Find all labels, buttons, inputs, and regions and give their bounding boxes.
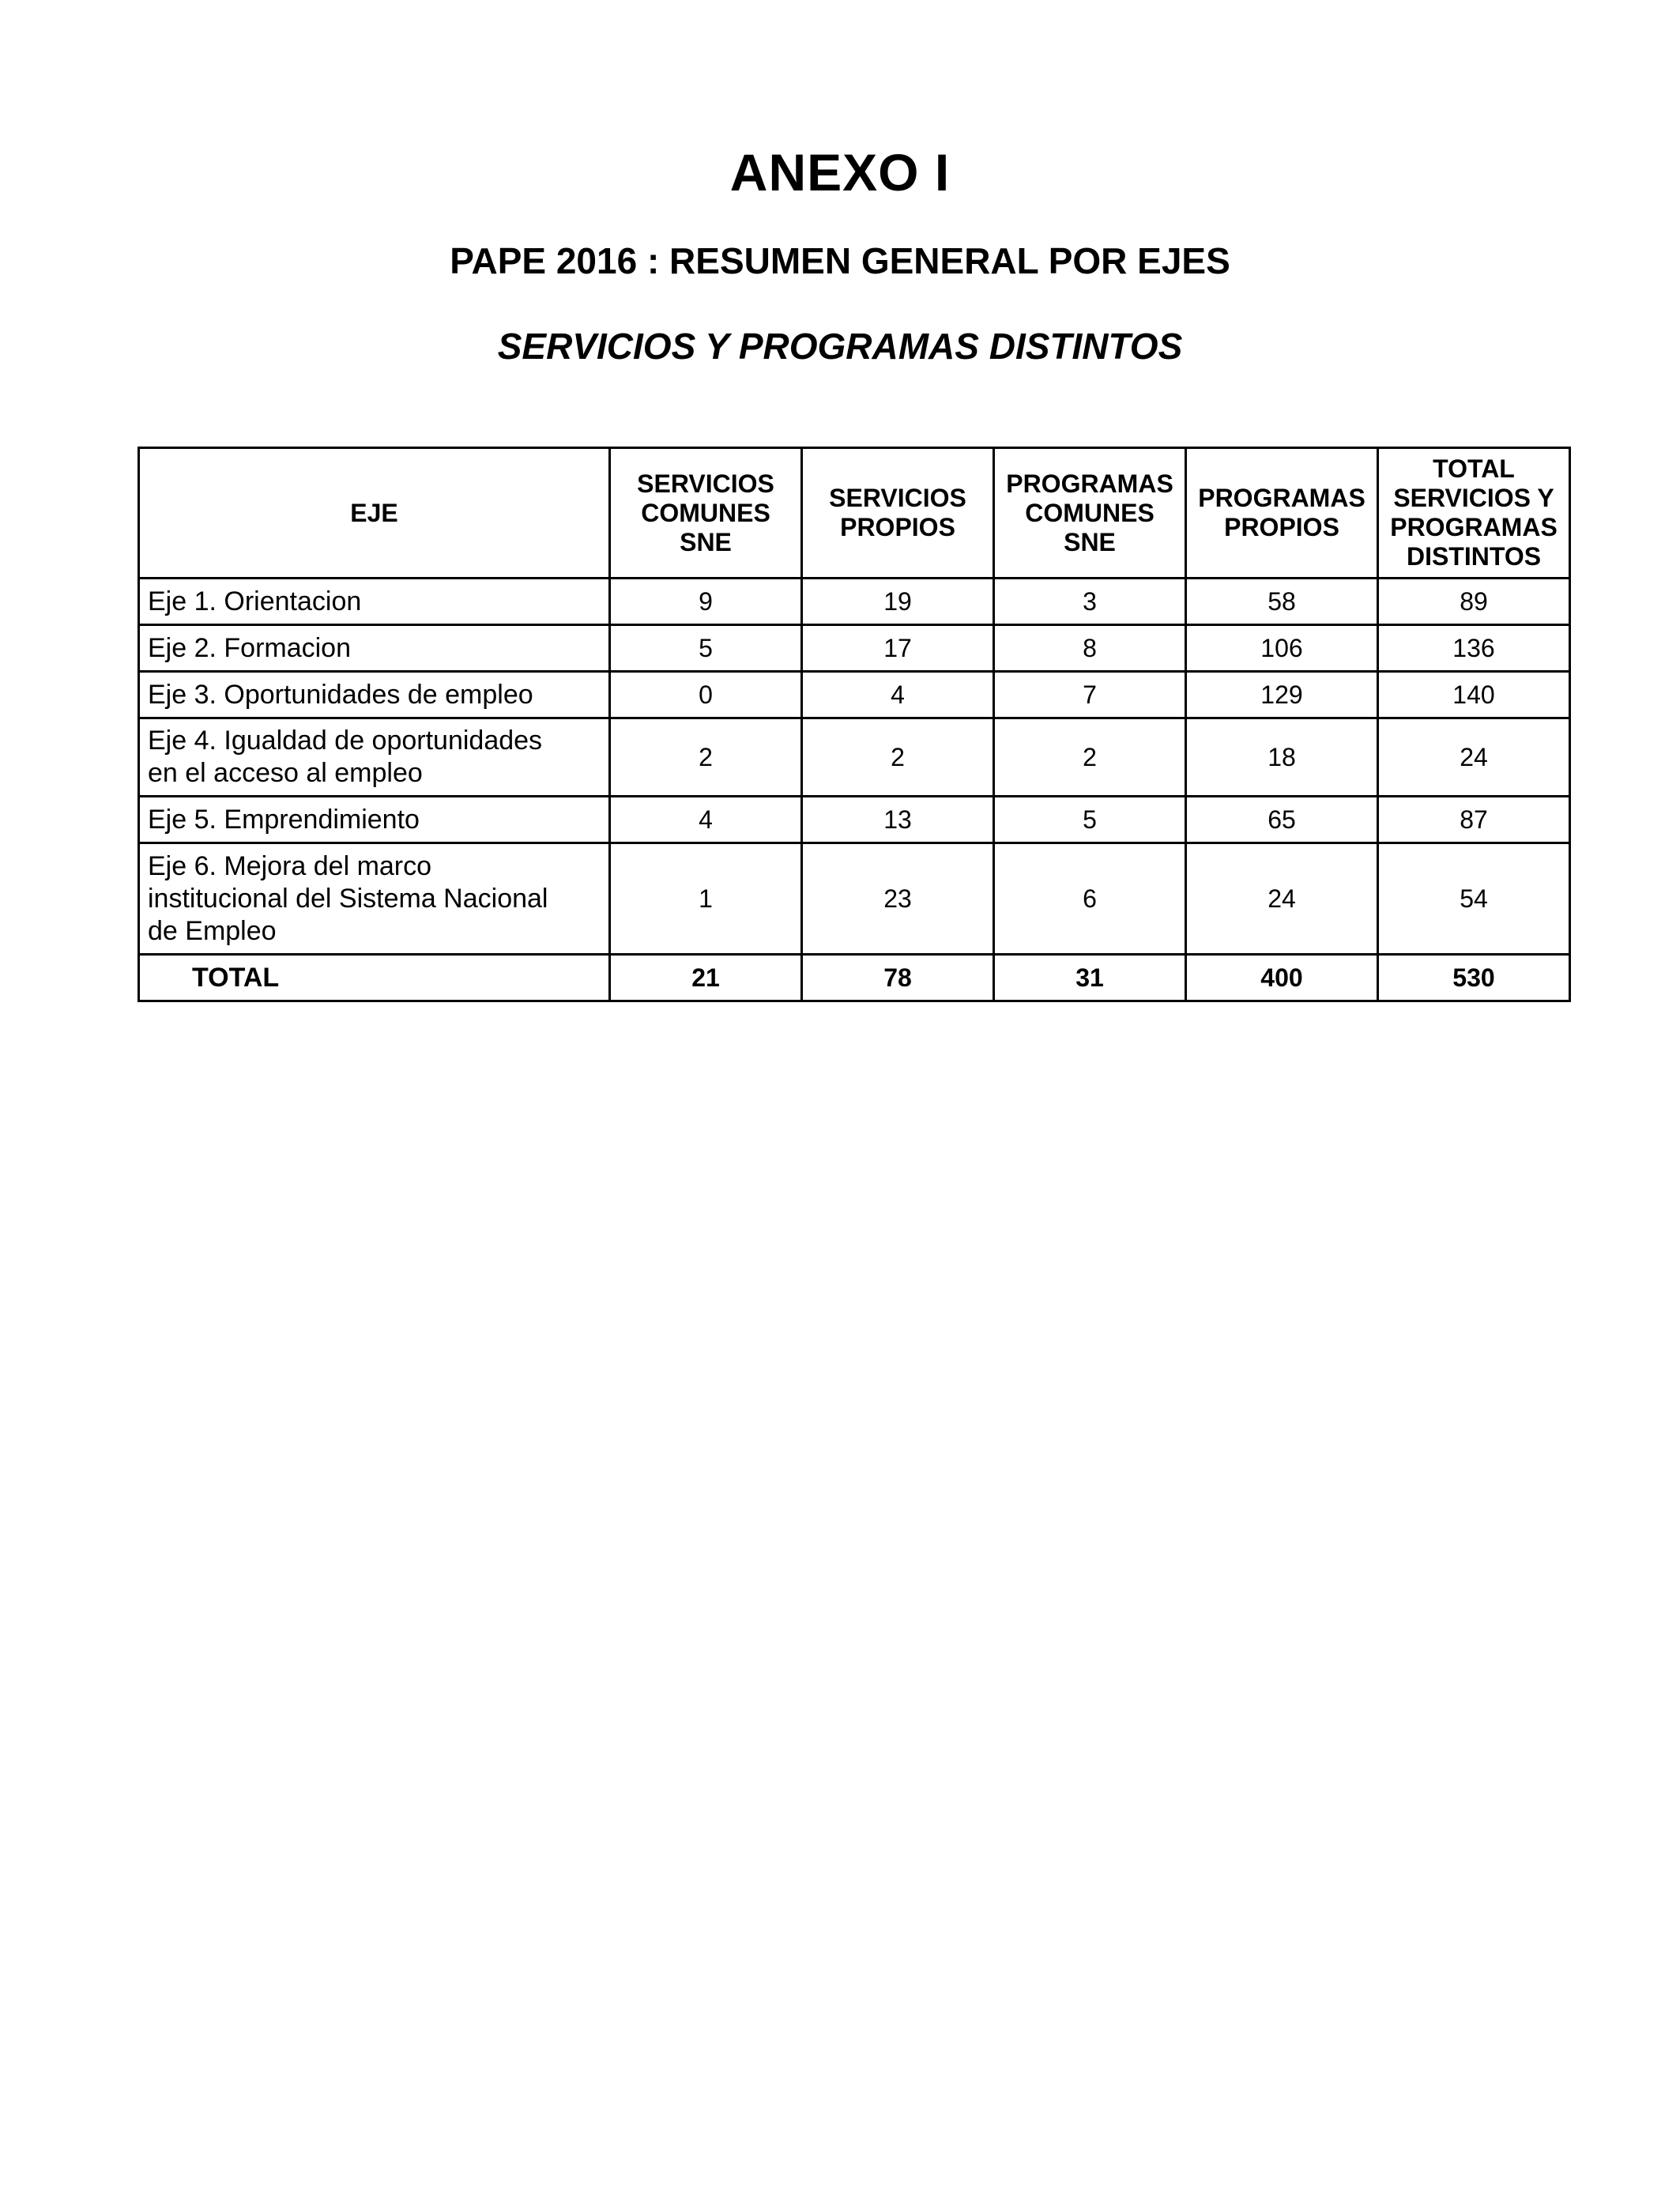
total-label: TOTAL: [139, 955, 610, 1001]
header-line: SNE: [680, 527, 732, 556]
row-label-line: de Empleo: [148, 915, 277, 946]
header-line: EJE: [350, 498, 398, 527]
header-line: SERVICIOS Y: [1393, 484, 1554, 512]
cell-servicios-comunes: 9: [610, 579, 802, 625]
cell-servicios-propios: 19: [802, 579, 994, 625]
summary-table: [137, 447, 1571, 1002]
row-label: [139, 579, 610, 625]
row-label-line: Eje 1. Orientacion: [148, 586, 362, 616]
header-line: PROPIOS: [840, 513, 955, 541]
cell-total: 24: [1378, 718, 1570, 797]
cell-programas-propios: 129: [1186, 672, 1378, 718]
row-label: [139, 672, 610, 718]
document-subtitle: PAPE 2016 : RESUMEN GENERAL POR EJES: [450, 240, 1230, 281]
total-total: 530: [1378, 955, 1570, 1001]
row-label-line: Eje 6. Mejora del marco: [148, 850, 432, 881]
cell-programas-propios: 106: [1186, 625, 1378, 672]
row-label: [139, 843, 610, 955]
header-total-servicios-programas: [1378, 448, 1570, 579]
table-row: [139, 579, 1570, 625]
total-programas-comunes: 31: [994, 955, 1186, 1001]
total-servicios-comunes: 21: [610, 955, 802, 1001]
header-line: SERVICIOS: [637, 469, 774, 498]
total-programas-propios: 400: [1186, 955, 1378, 1001]
header-servicios-comunes-sne: [610, 448, 802, 579]
cell-servicios-propios: 2: [802, 718, 994, 797]
row-label: [139, 625, 610, 672]
cell-total: 54: [1378, 843, 1570, 955]
header-line: COMUNES: [641, 498, 770, 527]
header-line: SERVICIOS: [829, 484, 966, 512]
row-label: [139, 797, 610, 843]
cell-programas-propios: 24: [1186, 843, 1378, 955]
header-line: COMUNES: [1025, 498, 1155, 527]
cell-programas-propios: 58: [1186, 579, 1378, 625]
cell-total: 140: [1378, 672, 1570, 718]
header-programas-propios: [1186, 448, 1378, 579]
cell-total: 87: [1378, 797, 1570, 843]
header-line: DISTINTOS: [1406, 542, 1542, 571]
header-line: PROPIOS: [1224, 513, 1339, 541]
cell-programas-propios: 65: [1186, 797, 1378, 843]
table-row: [139, 672, 1570, 718]
cell-programas-comunes: 2: [994, 718, 1186, 797]
cell-servicios-propios: 4: [802, 672, 994, 718]
row-label-line: institucional del Sistema Nacional: [148, 883, 548, 914]
document-subtitle-italic: SERVICIOS Y PROGRAMAS DISTINTOS: [497, 326, 1183, 367]
header-servicios-propios: [802, 448, 994, 579]
table-row: [139, 625, 1570, 672]
cell-programas-propios: 18: [1186, 718, 1378, 797]
cell-servicios-comunes: 4: [610, 797, 802, 843]
cell-servicios-propios: 23: [802, 843, 994, 955]
header-line: SNE: [1064, 527, 1116, 556]
table-header-row: [139, 448, 1570, 579]
cell-programas-comunes: 7: [994, 672, 1186, 718]
cell-total: 89: [1378, 579, 1570, 625]
cell-programas-comunes: 3: [994, 579, 1186, 625]
total-servicios-propios: 78: [802, 955, 994, 1001]
table-row: [139, 797, 1570, 843]
table-row: [139, 718, 1570, 797]
cell-programas-comunes: 5: [994, 797, 1186, 843]
header-line: TOTAL: [1433, 454, 1515, 483]
table-total-row: [139, 955, 1570, 1001]
row-label-line: Eje 2. Formacion: [148, 632, 351, 663]
row-label-line: Eje 5. Emprendimiento: [148, 804, 420, 835]
cell-servicios-comunes: 0: [610, 672, 802, 718]
row-label-line: Eje 3. Oportunidades de empleo: [148, 679, 533, 710]
row-label: [139, 718, 610, 797]
header-programas-comunes-sne: [994, 448, 1186, 579]
document-title: ANEXO I: [729, 143, 951, 202]
table-row: [139, 843, 1570, 955]
cell-servicios-propios: 13: [802, 797, 994, 843]
header-eje: [139, 448, 610, 579]
header-line: PROGRAMAS: [1198, 484, 1365, 512]
cell-servicios-comunes: 5: [610, 625, 802, 672]
cell-servicios-propios: 17: [802, 625, 994, 672]
cell-total: 136: [1378, 625, 1570, 672]
row-label-line: en el acceso al empleo: [148, 758, 423, 788]
row-label-line: Eje 4. Igualdad de oportunidades: [148, 726, 543, 756]
header-line: PROGRAMAS: [1006, 469, 1173, 498]
cell-servicios-comunes: 2: [610, 718, 802, 797]
cell-programas-comunes: 6: [994, 843, 1186, 955]
cell-servicios-comunes: 1: [610, 843, 802, 955]
header-line: PROGRAMAS: [1390, 513, 1558, 541]
cell-programas-comunes: 8: [994, 625, 1186, 672]
